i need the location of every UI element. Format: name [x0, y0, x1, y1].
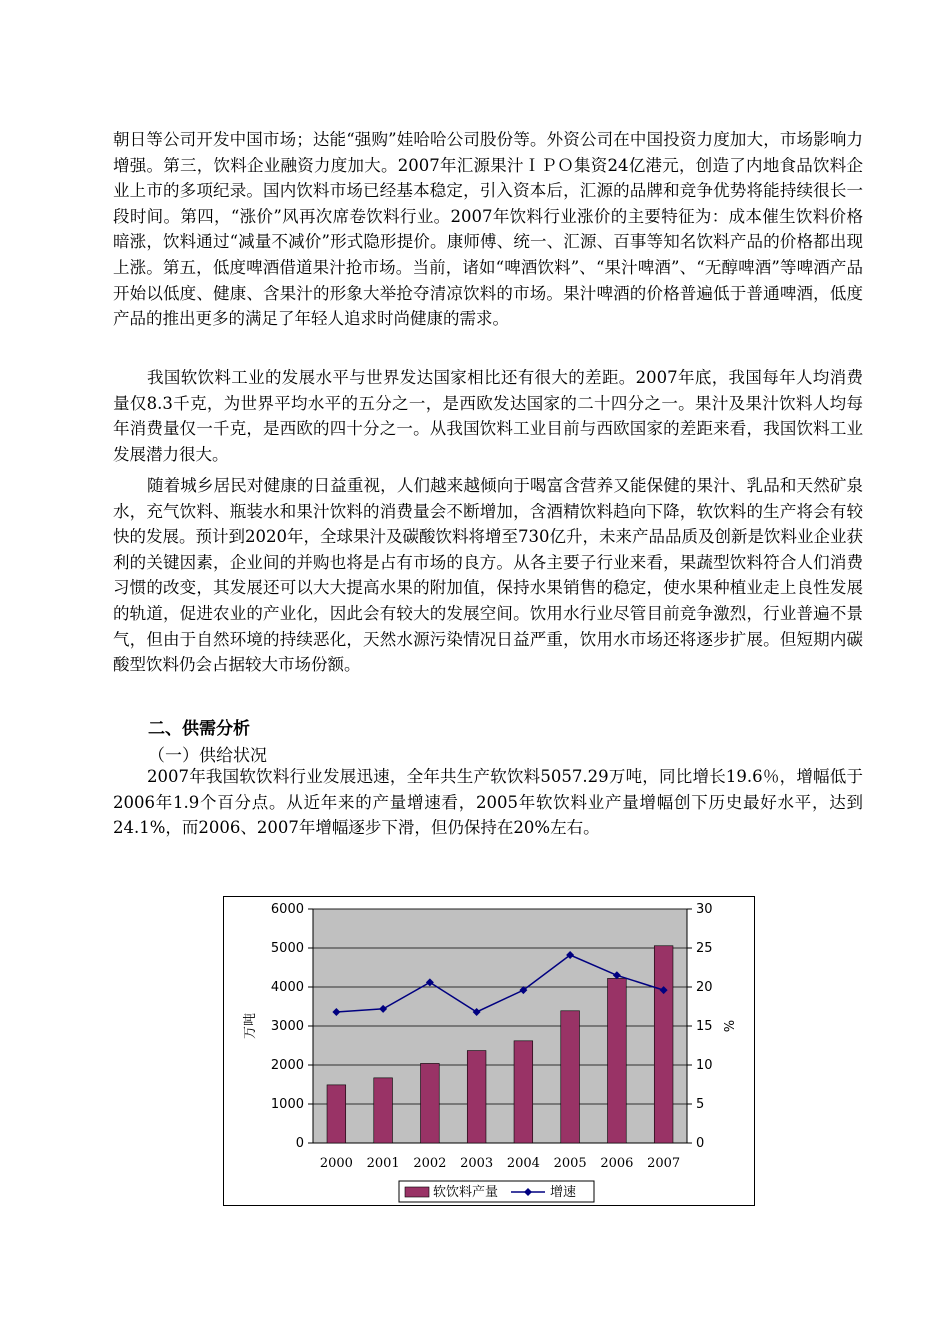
y2-tick-label: 5 — [696, 1097, 705, 1112]
x-tick-label: 2007 — [647, 1156, 681, 1171]
y-tick-label: 6000 — [270, 902, 304, 917]
y-tick-label: 5000 — [270, 941, 304, 956]
paragraph-health-trends: 随着城乡居民对健康的日益重视，人们越来越倾向于喝富含营养又能保健的果汁、乳品和天然矿泉水，充气饮料、瓶装水和果汁饮料的消费量会不断增加，含酒精饮料趋向下降，软饮料的生产将会有较快的发展。预计到2020年，全球果汁及碳酸饮料将增至730亿升，未来产品品质及创新是饮料业企业获利的关键因素，企业间的并购也将是占有市场的良方。从各主要子行业来看，果蔬型饮料符合人们消费习惯的改变，其发展还可以大大提高水果的附加值，保持水果销售的稳定，使水果种植业走上良性发展的轨道，促进农业的产业化，因此会有较大的发展空间。饮用水行业尽管目前竞争激烈，行业普遍不景气，但由于自然环境的持续恶化，天然水源污染情况日益严重，饮用水市场还将逐步扩展。但短期内碳酸型饮料仍会占据较大市场份额。 — [113, 476, 863, 675]
x-tick-label: 2004 — [506, 1156, 540, 1171]
y-tick-label: 0 — [295, 1136, 304, 1151]
bar — [561, 1011, 580, 1143]
bar — [327, 1085, 346, 1143]
y-axis-label: 万吨 — [243, 1012, 258, 1040]
bar — [374, 1078, 393, 1143]
x-tick-label: 2006 — [600, 1156, 634, 1171]
chart-svg — [224, 897, 754, 1205]
y-tick-label: 2000 — [270, 1058, 304, 1073]
y-tick-label: 3000 — [270, 1019, 304, 1034]
y2-axis-label: % — [720, 1019, 735, 1033]
bar — [608, 978, 627, 1143]
bar — [514, 1041, 533, 1143]
legend-label: 增速 — [550, 1185, 577, 1200]
x-tick-label: 2001 — [366, 1156, 400, 1171]
production-chart — [223, 896, 755, 1206]
y-tick-label: 1000 — [270, 1097, 304, 1112]
section-heading: 二、供需分析 — [148, 719, 250, 739]
y2-tick-label: 0 — [696, 1136, 705, 1151]
bar — [421, 1063, 440, 1143]
legend-label: 软饮料产量 — [433, 1185, 499, 1200]
y-tick-label: 4000 — [270, 980, 304, 995]
y2-tick-label: 15 — [696, 1019, 713, 1034]
bar — [654, 946, 673, 1143]
paragraph-supply: 2007年我国软饮料行业发展迅速，全年共生产软饮料5057.29万吨，同比增长19.6％，增幅低于2006年1.9个百分点。从近年来的产量增速看，2005年软饮料业产量增幅创下历史最好水平，达到24.1%，而2006、2007年增幅逐步下滑，但仍保持在20%左右。 — [113, 767, 863, 838]
x-tick-label: 2005 — [553, 1156, 587, 1171]
paragraph-foreign-investment: 朝日等公司开发中国市场；达能“强购”娃哈哈公司股份等。外资公司在中国投资力度加大，市场影响力增强。第三，饮料企业融资力度加大。2007年汇源果汁ＩＰＯ集资24亿港元，创造了内地食品饮料企业上市的多项纪录。国内饮料市场已经基本稳定，引入资本后，汇源的品牌和竞争优势将能持续很长一段时间。第四，“涨价”风再次席卷饮料行业。2007年饮料行业涨价的主要特征为：成本催生饮料价格暗涨，饮料通过“减量不减价”形式隐形提价。康师傅、统一、汇源、百事等知名饮料产品的价格都出现上涨。第五，低度啤酒借道果汁抢市场。当前，诸如“啤酒饮料”、“果汁啤酒”、“无醇啤酒”等啤酒产品开始以低度、健康、含果汁的形象大举抢夺清凉饮料的市场。果汁啤酒的价格普遍低于普通啤酒，低度产品的推出更多的满足了年轻人追求时尚健康的需求。 — [113, 130, 863, 329]
subsection-heading: （一）供给状况 — [148, 746, 267, 766]
x-tick-label: 2002 — [413, 1156, 447, 1171]
paragraph-development-gap: 我国软饮料工业的发展水平与世界发达国家相比还有很大的差距。2007年底，我国每年人均消费量仅8.3千克，为世界平均水平的五分之一，是西欧发达国家的二十四分之一。果汁及果汁饮料人均每年消费量仅一千克，是西欧的四十分之一。从我国饮料工业目前与西欧国家的差距来看，我国饮料工业发展潜力很大。 — [113, 368, 863, 464]
legend-bar-swatch — [405, 1187, 429, 1197]
y2-tick-label: 30 — [696, 902, 713, 917]
bar — [467, 1051, 486, 1143]
y2-tick-label: 20 — [696, 980, 713, 995]
x-tick-label: 2003 — [460, 1156, 494, 1171]
y2-tick-label: 25 — [696, 941, 713, 956]
y2-tick-label: 10 — [696, 1058, 713, 1073]
x-tick-label: 2000 — [319, 1156, 353, 1171]
